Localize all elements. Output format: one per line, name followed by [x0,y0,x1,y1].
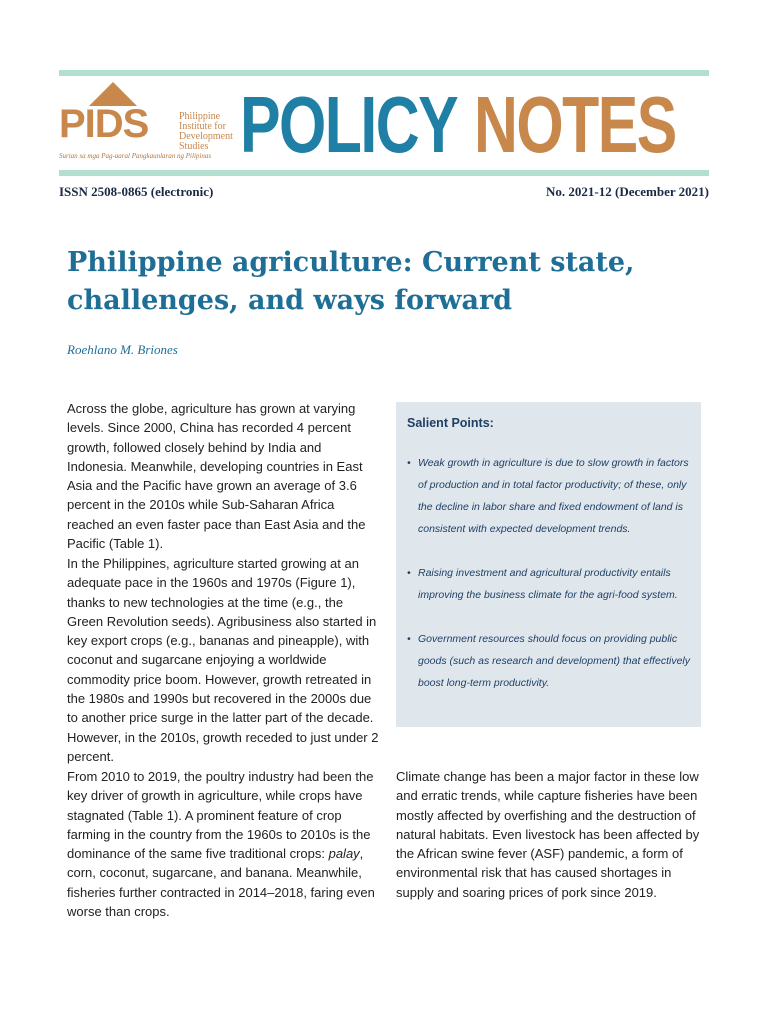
policy-notes-banner [240,82,676,168]
salient-points-heading: Salient Points: [407,416,494,430]
banner-word-notes: NOTES [473,80,676,169]
issue-number: No. 2021-12 (December 2021) [546,184,709,199]
pids-logo-subtitle: Philippine Institute for Development Studies [179,111,233,152]
pids-logo-text: PIDS [59,102,149,146]
header-bottom-rule [59,170,709,176]
salient-point: • Weak growth in agriculture is due to slow growth in factors of production and in total factor productivity; of these, only the decline in labor share and fixed endowment of land is consistent with expected development trends. [407,452,691,540]
salient-points-list [407,452,691,694]
article-title: Philippine agriculture: Current state, challenges, and ways forward [67,247,635,316]
paragraph-2: In the Philippines, agriculture started growing at an adequate pace in the 1960s and 1970s (Figure 1), thanks to new technologies at the time (e.g., the Green Revolution seeds). Agribusiness also started in key export crops (e.g., bananas and pineapple), with coconut and sugarcane enjoying a worldwide commodity price boom. However, growth retreated in the 1980s and 1990s but recovered in the 2000s due to another price surge in the latter part of the decade. However, in the 2010s, growth receded to just under 2 percent. [67,556,379,764]
pids-logo [59,82,239,162]
salient-point: • Raising investment and agricultural productivity entails improving the business climate for the agri-food system. [407,562,691,606]
issn-label: ISSN 2508-0865 (electronic) [59,184,214,199]
paragraph-1: Across the globe, agriculture has grown at varying levels. Since 2000, China has recorded 4 percent growth, followed closely behind by India and Indonesia. Meanwhile, developing countries in East Asia and the Pacific have grown an average of 3.6 percent in the 2010s while Sub-Saharan Africa reached an even faster pace than East Asia and the Pacific (Table 1). [67,401,366,552]
pids-tagline: Surian sa mga Pag-aaral Pangkaunlaran ng Pilipinas [59,152,212,160]
banner-word-policy: POLICY [240,80,458,169]
paragraph-3: From 2010 to 2019, the poultry industry had been the key driver of growth in agriculture, while crops have stagnated (Table 1). A prominent feature of crop farming in the country from the 1960s to 2010s is the dominance of the same five traditional crops: palay, corn, coconut, sugarcane, and banana. Meanwhile, fisheries further contracted in 2014–2018, faring even worse than crops. [67,769,375,920]
header-top-rule [59,70,709,76]
article-author: Roehlano M. Briones [67,342,178,357]
paragraph-4: Climate change has been a major factor in these low and erratic trends, while capture fisheries have been mostly affected by overfishing and the destruction of natural habitats. Even livestock has been affected by the African swine fever (ASF) pandemic, a form of environmental risk that has caused shortages in supply and soaring prices of pork since 2019. [396,769,700,900]
salient-points-box [396,402,701,727]
salient-point: • Government resources should focus on providing public goods (such as research and development) that effectively boost long-term productivity. [407,628,691,694]
